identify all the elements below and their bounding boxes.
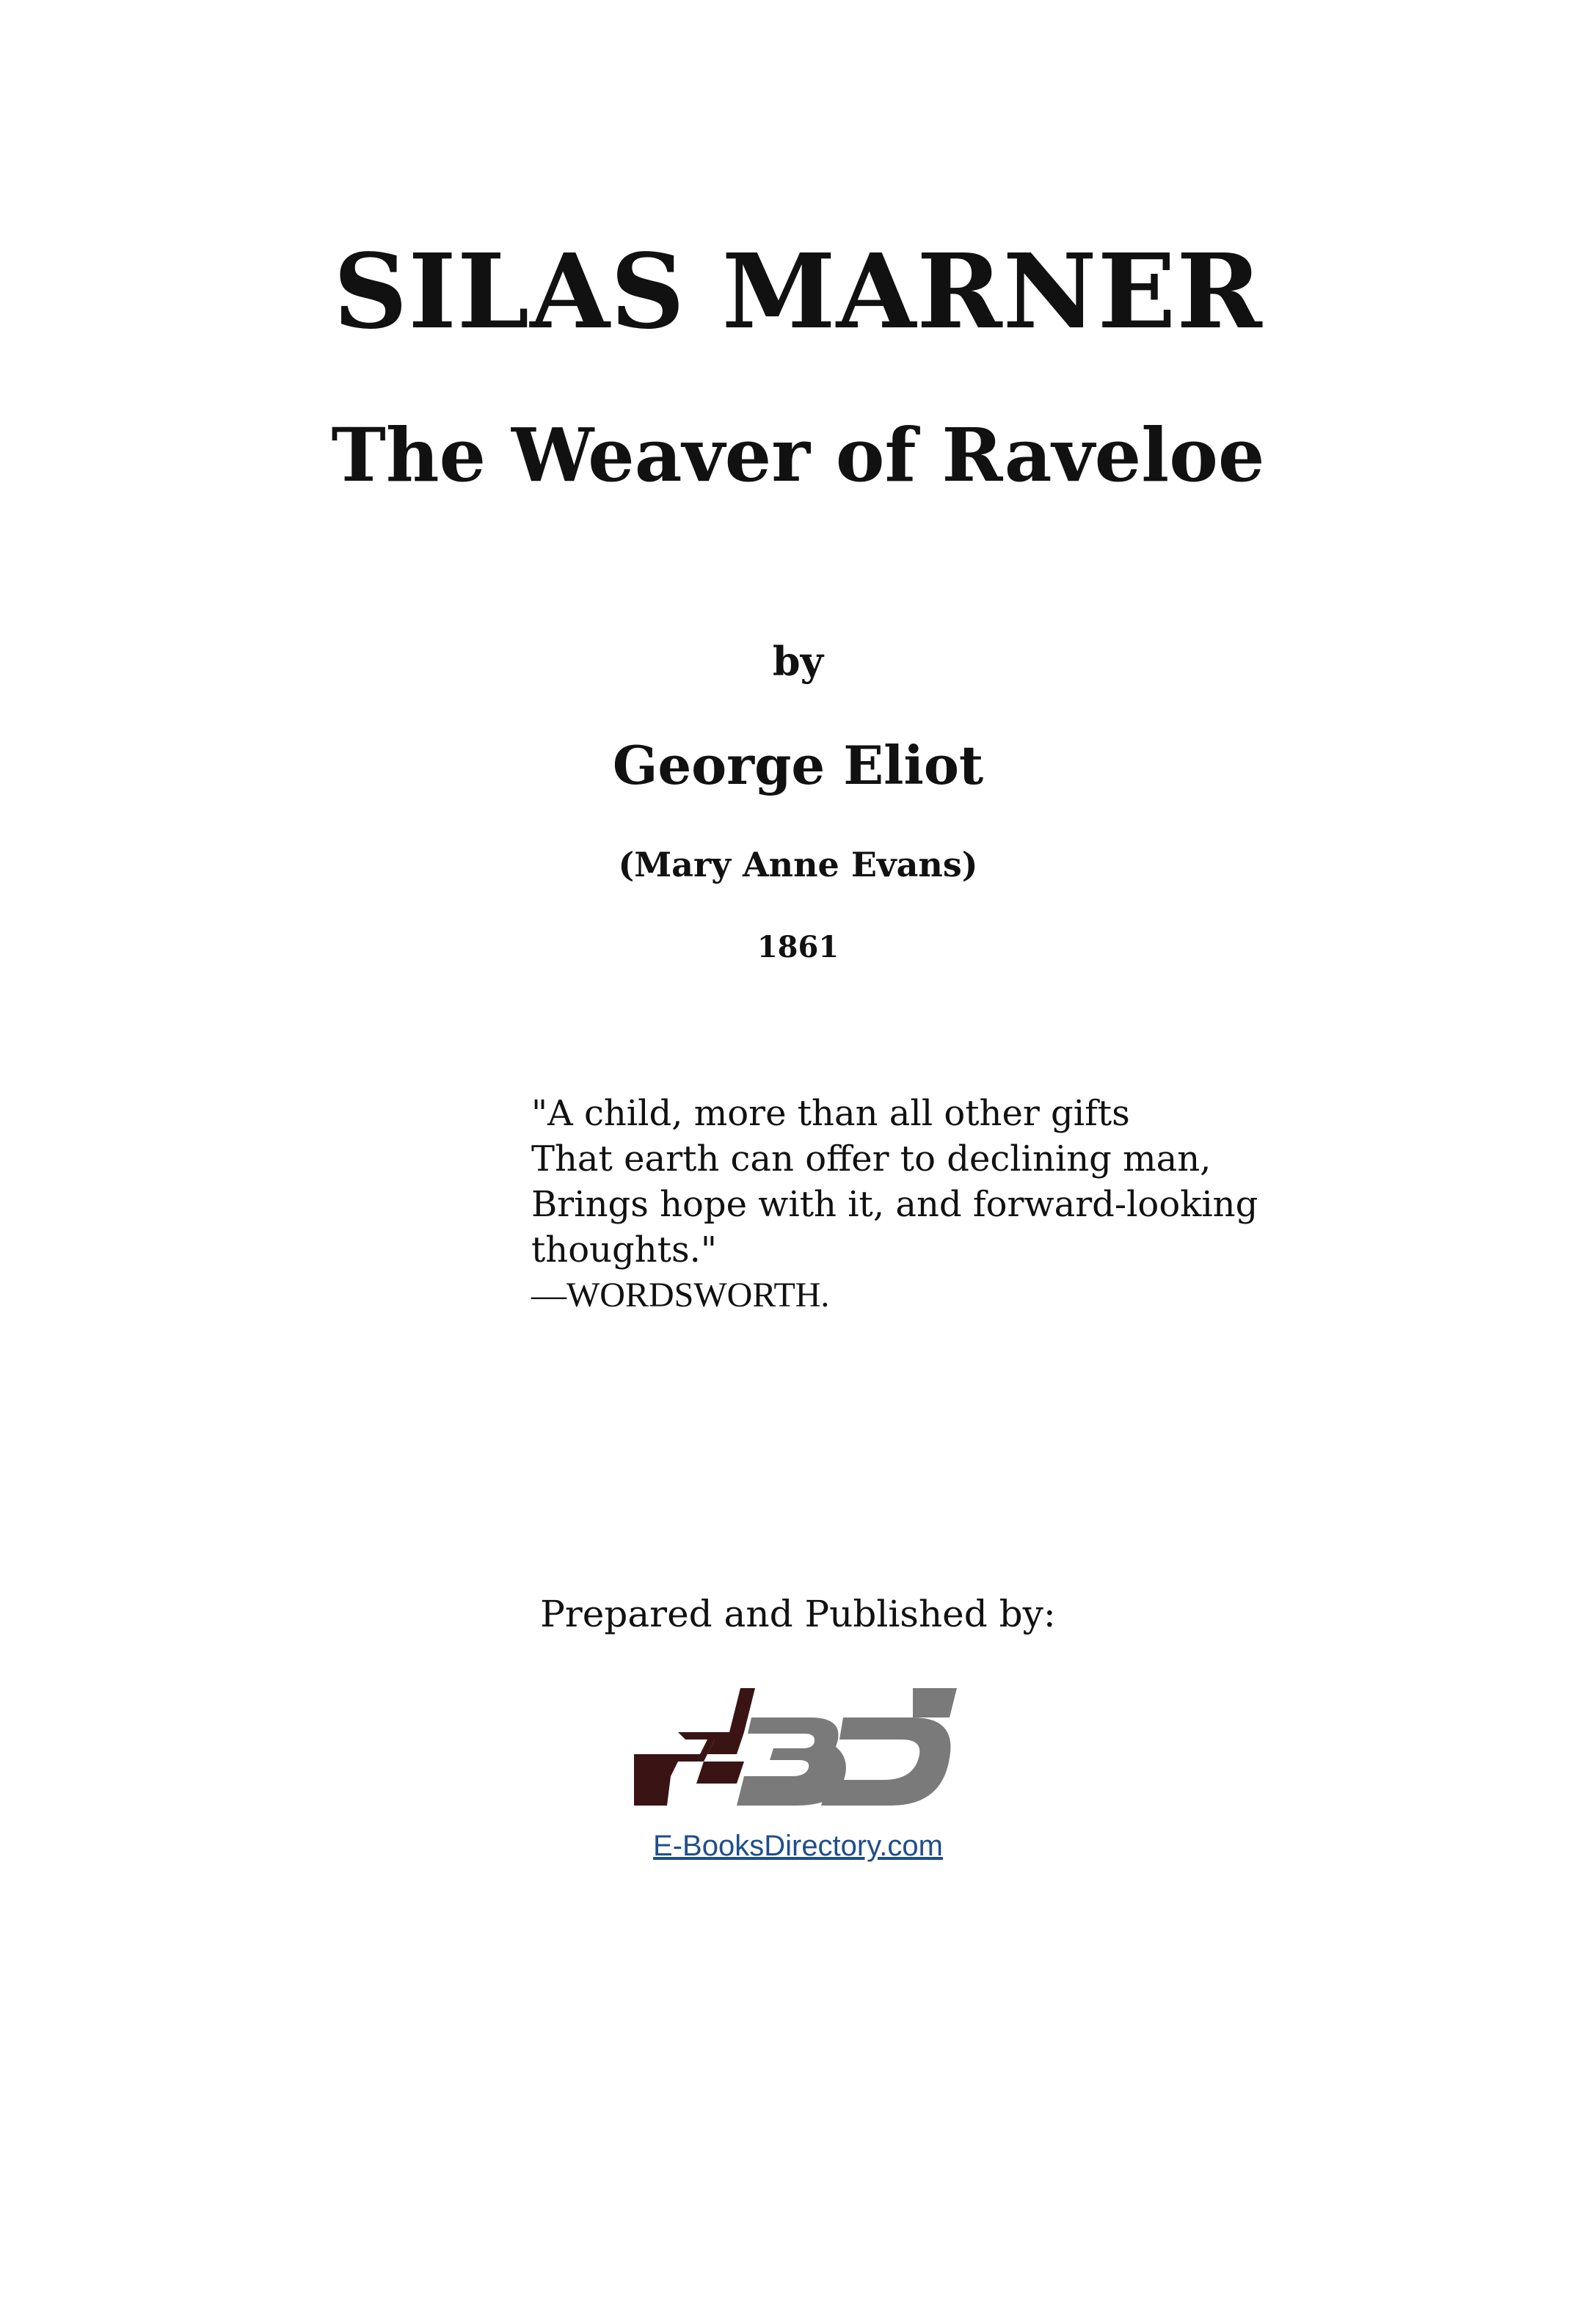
publisher-website-link[interactable]: E-BooksDirectory.com xyxy=(653,1830,943,1862)
epigraph xyxy=(531,1091,1258,1318)
logo-letter-e xyxy=(634,1688,755,1806)
book-subtitle: The Weaver of Raveloe xyxy=(331,412,1265,498)
epigraph-line: Brings hope with it, and forward-looking xyxy=(531,1184,1258,1225)
epigraph-line: thoughts." xyxy=(531,1229,717,1270)
epigraph-line: "A child, more than all other gifts xyxy=(531,1093,1130,1134)
epigraph-line: That earth can offer to declining man, xyxy=(531,1138,1211,1179)
prepared-by-label: Prepared and Published by: xyxy=(540,1593,1056,1635)
epigraph-attribution: —WORDSWORTH. xyxy=(531,1276,830,1315)
publication-year: 1861 xyxy=(757,930,839,964)
by-label: by xyxy=(772,638,824,685)
ebd-logo xyxy=(634,1688,957,1806)
logo-letter-d xyxy=(821,1688,957,1806)
author-name: George Eliot xyxy=(612,734,984,796)
author-real-name: (Mary Anne Evans) xyxy=(618,845,978,884)
book-title: SILAS MARNER xyxy=(333,232,1263,352)
